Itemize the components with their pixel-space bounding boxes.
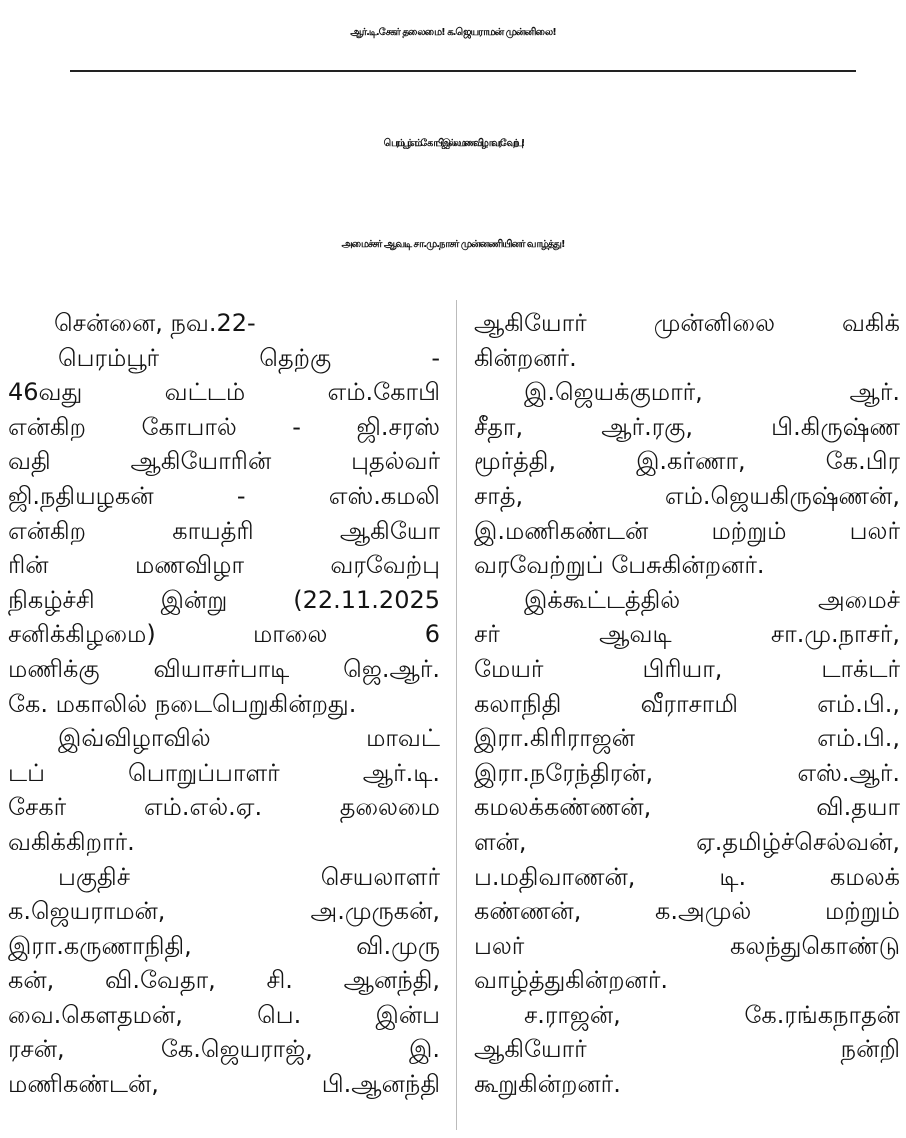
body-line: சர் ஆவடி சா.மு.நாசர், <box>474 620 900 649</box>
article-headline: பெரம்பூர் எம்.கோபி இல்ல மணவிழா வரவேற்பு! <box>383 138 523 149</box>
body-line: சனிக்கிழமை) மாலை 6 <box>8 620 440 649</box>
body-line: ரசன், கே.ஜெயராஜ், இ. <box>8 1035 440 1064</box>
body-line: இக்கூட்டத்தில் அமைச் <box>524 585 900 614</box>
body-line: இ.ஜெயக்குமார், ஆர். <box>524 378 900 407</box>
body-line: கலாநிதி வீராசாமி எம்.பி., <box>474 689 900 718</box>
article-kicker: ஆர்.டி.சேகர் தலைமை! க.ஜெயராமன் முன்னிலை! <box>350 27 556 38</box>
body-line: ச.ராஜன், கே.ரங்கநாதன் <box>524 1000 900 1029</box>
body-line: பகுதிச் செயலாளர் <box>58 862 440 891</box>
body-line: ப.மதிவாணன், டி. கமலக் <box>474 862 900 891</box>
body-line: இரா.நரேந்திரன், எஸ்.ஆர். <box>474 758 900 787</box>
dateline: சென்னை, நவ.22- <box>54 309 256 337</box>
body-line: வகிக்கிறார். <box>8 827 135 856</box>
body-line: பலர் கலந்துகொண்டு <box>474 931 900 960</box>
body-line: 46வது வட்டம் எம்.கோபி <box>8 378 440 407</box>
article-subheadline: அமைச்சர் ஆவடி சா.மு.நாசர் முன்னணியினர் வாழ்த்து! <box>341 239 565 250</box>
body-line: என்கிற காயத்ரி ஆகியோ <box>8 516 440 545</box>
body-line: மூர்த்தி, இ.கர்ணா, கே.பிர <box>474 447 900 476</box>
column-divider <box>456 300 457 1130</box>
article-body-left-column <box>8 306 440 1102</box>
body-line: கமலக்கண்ணன், வி.தயா <box>474 793 900 822</box>
body-line: சேகர் எம்.எல்.ஏ. தலைமை <box>8 793 440 822</box>
body-line: மணிக்கு வியாசர்பாடி ஜெ.ஆர். <box>8 654 440 683</box>
body-line: வாழ்த்துகின்றனர். <box>474 966 668 995</box>
body-line: பெரம்பூர் தெற்கு - <box>58 343 440 372</box>
body-line: ரின் மணவிழா வரவேற்பு <box>8 551 440 580</box>
body-line: கின்றனர். <box>474 343 577 372</box>
body-line: ஆகியோர் முன்னிலை வகிக் <box>474 309 900 337</box>
body-line: வதி ஆகியோரின் புதல்வர் <box>8 447 440 476</box>
body-line: நிகழ்ச்சி இன்று (22.11.2025 <box>8 585 440 614</box>
body-line: ஆகியோர் நன்றி <box>474 1035 900 1064</box>
body-line: ஜி.நதியழகன் - எஸ்.கமலி <box>8 481 440 510</box>
body-line: என்கிற கோபால் - ஜி.சரஸ் <box>8 412 440 441</box>
body-line: கே. மகாலில் நடைபெறுகின்றது. <box>8 689 357 718</box>
body-line: டப் பொறுப்பாளர் ஆர்.டி. <box>8 758 440 787</box>
body-line: கண்ணன், க.அமுல் மற்றும் <box>474 897 900 926</box>
body-line: இரா.கருணாநிதி, வி.முரு <box>8 931 440 960</box>
body-line: சாத், எம்.ஜெயகிருஷ்ணன், <box>474 481 900 510</box>
body-line: வரவேற்றுப் பேசுகின்றனர். <box>474 551 765 580</box>
body-line: கூறுகின்றனர். <box>474 1070 621 1099</box>
body-line: இரா.கிரிராஜன் எம்.பி., <box>474 724 900 753</box>
body-line: சீதா, ஆர்.ரகு, பி.கிருஷ்ண <box>474 412 900 441</box>
body-line: வை.கௌதமன், பெ. இன்ப <box>8 1000 440 1029</box>
kicker-divider <box>70 70 856 72</box>
body-line: கன், வி.வேதா, சி. ஆனந்தி, <box>8 966 440 995</box>
article-body-right-column <box>474 306 900 1102</box>
body-line: இவ்விழாவில் மாவட் <box>58 724 440 753</box>
body-line: ளன், ஏ.தமிழ்ச்செல்வன், <box>474 827 900 856</box>
body-line: மேயர் பிரியா, டாக்டர் <box>474 654 900 683</box>
body-line: மணிகண்டன், பி.ஆனந்தி <box>8 1070 440 1099</box>
body-line: க.ஜெயராமன், அ.முருகன், <box>8 897 440 926</box>
body-line: இ.மணிகண்டன் மற்றும் பலர் <box>474 516 900 545</box>
